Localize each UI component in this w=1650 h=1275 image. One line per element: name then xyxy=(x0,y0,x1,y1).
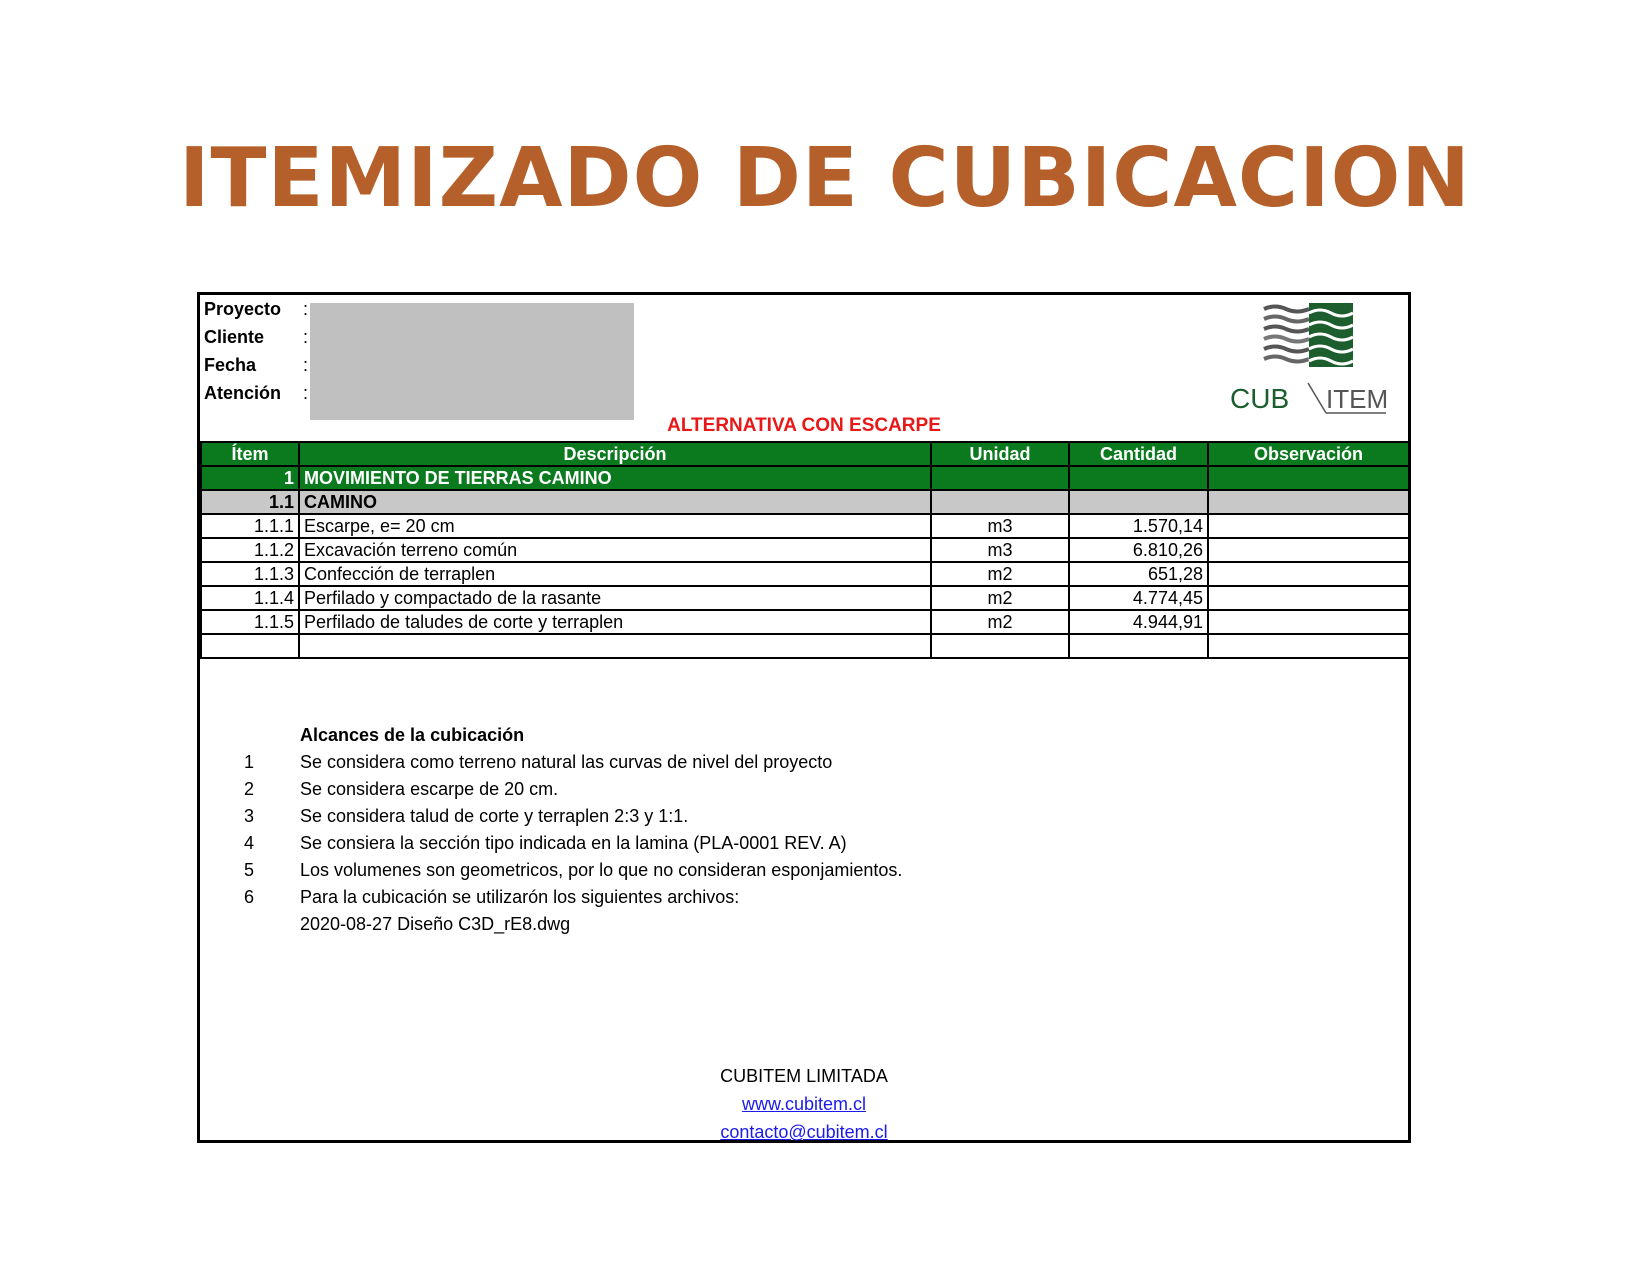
table-row xyxy=(201,490,1409,514)
cell-unit xyxy=(931,466,1069,490)
cell-description xyxy=(299,634,931,658)
cell-item xyxy=(201,634,299,658)
redacted-block xyxy=(310,303,634,420)
meta-colon: : xyxy=(303,327,309,347)
cell-observation xyxy=(1208,634,1409,658)
cell-observation xyxy=(1208,586,1409,610)
note-number: 4 xyxy=(244,833,255,853)
cell-quantity: 6.810,26 xyxy=(1069,538,1208,562)
logo-text-right: ITEM xyxy=(1326,384,1388,414)
cell-item: 1.1.3 xyxy=(201,562,299,586)
cell-unit: m3 xyxy=(931,514,1069,538)
table-header-row xyxy=(201,442,1409,466)
document-title: ITEMIZADO DE CUBICACION xyxy=(179,131,1471,226)
cell-item: 1.1.2 xyxy=(201,538,299,562)
note-number: 6 xyxy=(244,887,255,907)
cell-quantity xyxy=(1069,490,1208,514)
cell-quantity: 651,28 xyxy=(1069,562,1208,586)
meta-label: Cliente xyxy=(204,327,265,347)
header-quantity: Cantidad xyxy=(1069,442,1208,466)
header-item: Ítem xyxy=(201,442,299,466)
items-table xyxy=(200,441,1410,659)
table-row xyxy=(201,538,1409,562)
note-text: Se considera como terreno natural las curvas de nivel del proyecto xyxy=(300,752,833,772)
cell-description: Excavación terreno común xyxy=(299,538,931,562)
logo-text-left: CUB xyxy=(1230,383,1290,414)
cell-unit: m2 xyxy=(931,562,1069,586)
note-number: 5 xyxy=(244,860,255,880)
cell-unit: m2 xyxy=(931,586,1069,610)
header-description: Descripción xyxy=(299,442,931,466)
table-row xyxy=(201,586,1409,610)
cell-quantity: 4.944,91 xyxy=(1069,610,1208,634)
table-row xyxy=(201,634,1409,658)
note-text: Se considera escarpe de 20 cm. xyxy=(300,779,559,799)
cell-quantity xyxy=(1069,466,1208,490)
header-unit: Unidad xyxy=(931,442,1069,466)
cell-quantity: 4.774,45 xyxy=(1069,586,1208,610)
cell-observation xyxy=(1208,538,1409,562)
note-number: 3 xyxy=(244,806,255,826)
cell-unit: m3 xyxy=(931,538,1069,562)
meta-colon: : xyxy=(303,355,309,375)
footer xyxy=(200,1062,1408,1146)
cell-description: Perfilado y compactado de la rasante xyxy=(299,586,931,610)
table-row xyxy=(201,562,1409,586)
cell-observation xyxy=(1208,610,1409,634)
table-row xyxy=(201,610,1409,634)
company-logo xyxy=(1228,303,1388,418)
cell-item: 1 xyxy=(201,466,299,490)
cubitem-logo-icon xyxy=(1228,303,1388,418)
cell-observation xyxy=(1208,490,1409,514)
note-text: Se considera talud de corte y terraplen 2:3 y 1:1. xyxy=(300,806,689,826)
table-row xyxy=(201,466,1409,490)
cell-observation xyxy=(1208,466,1409,490)
cell-unit xyxy=(931,490,1069,514)
cell-unit xyxy=(931,634,1069,658)
company-name: CUBITEM LIMITADA xyxy=(720,1066,888,1086)
cell-description: Confección de terraplen xyxy=(299,562,931,586)
note-text: Para la cubicación se utilizarón los siguientes archivos: xyxy=(300,887,740,907)
alternative-label: ALTERNATIVA CON ESCARPE xyxy=(667,415,941,436)
cell-quantity xyxy=(1069,634,1208,658)
cell-quantity: 1.570,14 xyxy=(1069,514,1208,538)
meta-colon: : xyxy=(303,383,309,403)
meta-label: Proyecto xyxy=(204,299,282,319)
cell-item: 1.1.1 xyxy=(201,514,299,538)
cell-observation xyxy=(1208,562,1409,586)
note-number: 1 xyxy=(244,752,255,772)
cell-description: MOVIMIENTO DE TIERRAS CAMINO xyxy=(299,466,931,490)
meta-colon: : xyxy=(303,299,309,319)
cell-item: 1.1.4 xyxy=(201,586,299,610)
cell-description: Escarpe, e= 20 cm xyxy=(299,514,931,538)
meta-label: Fecha xyxy=(204,355,257,375)
note-text: Se consiera la sección tipo indicada en la lamina (PLA-0001 REV. A) xyxy=(300,833,847,853)
meta-label: Atención xyxy=(204,383,282,403)
quantity-sheet xyxy=(197,292,1411,1143)
notes-heading: Alcances de la cubicación xyxy=(300,725,525,745)
email-link[interactable]: contacto@cubitem.cl xyxy=(720,1122,888,1142)
cell-unit: m2 xyxy=(931,610,1069,634)
website-link[interactable]: www.cubitem.cl xyxy=(741,1094,867,1114)
cell-description: Perfilado de taludes de corte y terraplen xyxy=(299,610,931,634)
cell-item: 1.1 xyxy=(201,490,299,514)
note-text: 2020-08-27 Diseño C3D_rE8.dwg xyxy=(300,914,571,934)
cell-description: CAMINO xyxy=(299,490,931,514)
header-observation: Observación xyxy=(1208,442,1409,466)
table-row xyxy=(201,514,1409,538)
note-text: Los volumenes son geometricos, por lo que no consideran esponjamientos. xyxy=(300,860,903,880)
cell-item: 1.1.5 xyxy=(201,610,299,634)
note-number: 2 xyxy=(244,779,255,799)
cell-observation xyxy=(1208,514,1409,538)
